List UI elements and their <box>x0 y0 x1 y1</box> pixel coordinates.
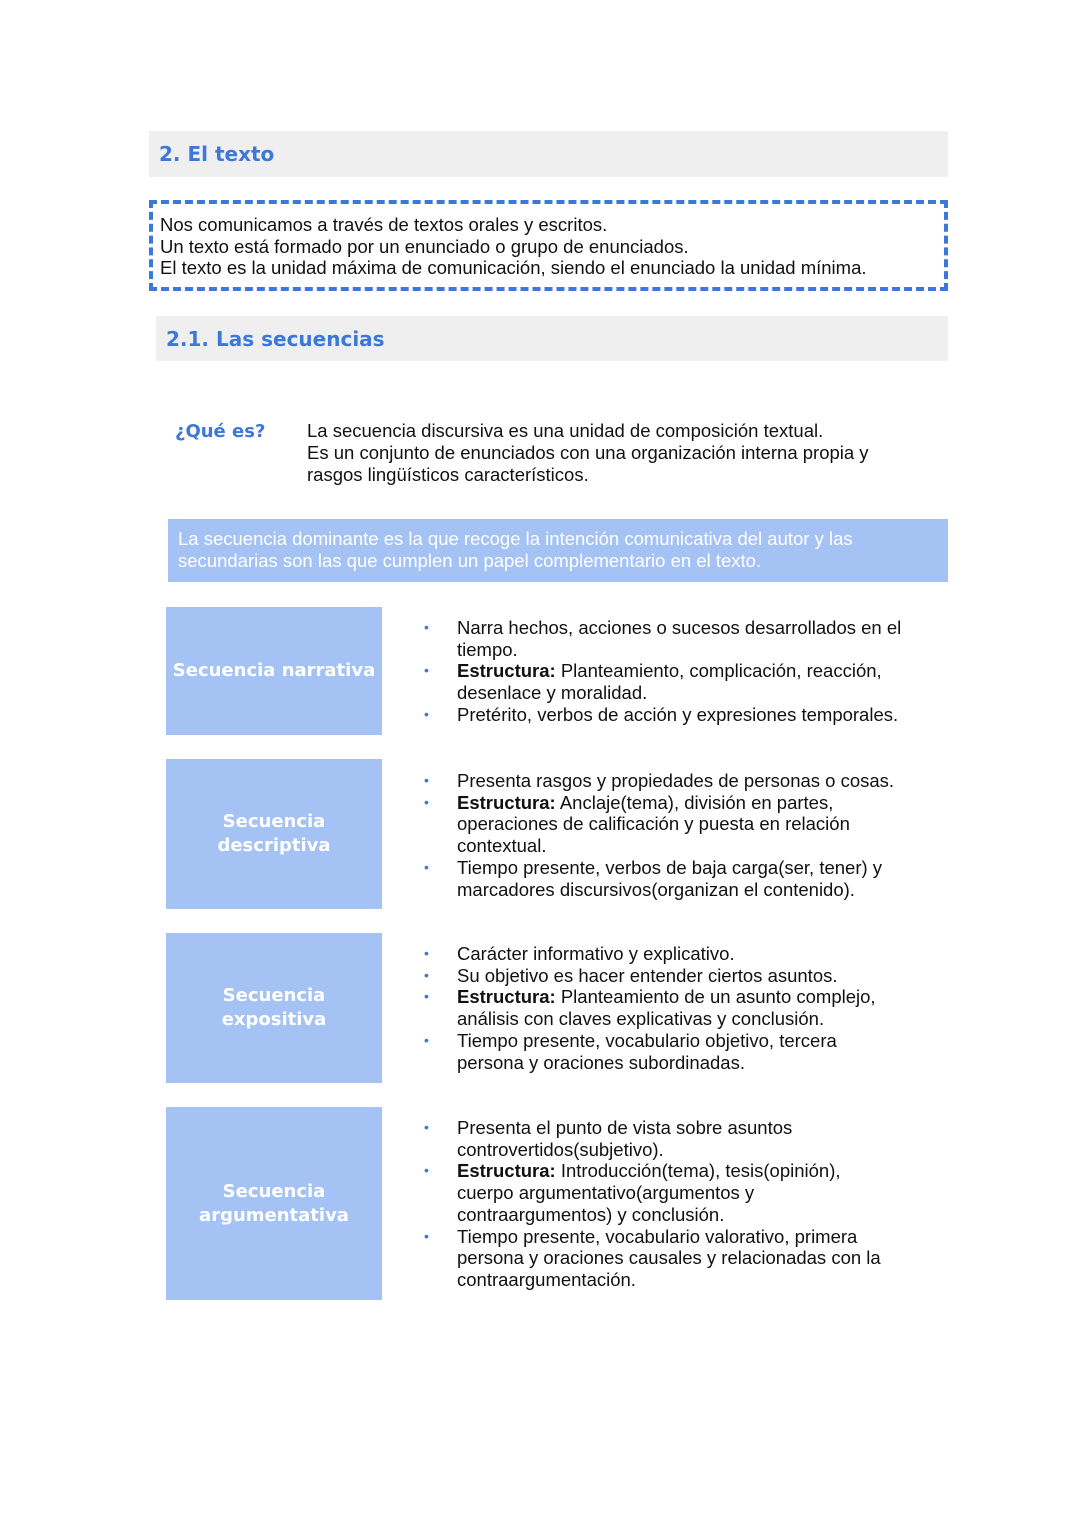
list-item-line: Tiempo presente, vocabulario valorativo, primera <box>457 1225 858 1247</box>
intro-line: El texto es la unidad máxima de comunicación, siendo el enunciado la unidad mínima. <box>160 257 867 279</box>
dominant-note-line: La secuencia dominante es la que recoge la intención comunicativa del autor y las <box>178 528 853 549</box>
list-item-line: análisis con claves explicativas y conclusión. <box>457 1008 825 1030</box>
list-item <box>424 792 944 857</box>
list-item-line: Planteamiento, complicación, reacción, <box>560 660 882 682</box>
list-item-line: Su objetivo es hacer entender ciertos asuntos. <box>457 964 838 986</box>
list-item <box>424 986 944 1029</box>
bullet-icon: • <box>424 858 429 875</box>
bullet-icon: • <box>424 793 429 810</box>
section-title-text: 2. El texto <box>159 142 275 166</box>
structure-label: Estructura: <box>457 791 556 813</box>
list-item-line: contextual. <box>457 835 547 857</box>
bullet-icon: • <box>424 705 429 722</box>
sequence-name: Secuencia narrativa <box>172 660 376 681</box>
list-item <box>424 1160 944 1225</box>
structure-label: Estructura: <box>457 986 556 1008</box>
subsection-title <box>156 316 948 361</box>
section-title <box>149 131 948 177</box>
dominant-note <box>168 519 948 582</box>
list-item-line: contraargumentos) y conclusión. <box>457 1203 725 1225</box>
sequence-label-descriptiva <box>166 759 382 909</box>
intro-box <box>149 200 948 291</box>
list-item-line: operaciones de calificación y puesta en relación <box>457 813 850 835</box>
definition-line: La secuencia discursiva es una unidad de composición textual. <box>307 420 824 441</box>
bullet-icon: • <box>424 966 429 983</box>
definition-line: Es un conjunto de enunciados con una organización interna propia y <box>307 442 869 463</box>
list-item-line: cuerpo argumentativo(argumentos y <box>457 1182 755 1204</box>
sequence-label-expositiva <box>166 933 382 1083</box>
sequence-name: Secuencia descriptiva <box>217 811 331 856</box>
list-item-line: tiempo. <box>457 638 518 660</box>
sequence-list-argumentativa <box>424 1117 944 1291</box>
list-item <box>424 857 944 900</box>
list-item-line: marcadores discursivos(organizan el contenido). <box>457 878 855 900</box>
sequence-list-narrativa <box>424 617 944 726</box>
sequence-list-descriptiva <box>424 770 944 900</box>
sequence-name-line: argumentativa <box>199 1204 349 1226</box>
bullet-icon: • <box>424 619 429 635</box>
list-item-line: Tiempo presente, vocabulario objetivo, tercera <box>457 1029 837 1051</box>
definition-line: rasgos lingüísticos característicos. <box>307 464 589 485</box>
bullet-icon: • <box>424 945 429 961</box>
list-item <box>424 965 944 987</box>
subsection-title-text: 2.1. Las secuencias <box>166 326 385 351</box>
list-item <box>424 1226 944 1291</box>
list-item-line: Introducción(tema), tesis(opinión), <box>560 1160 841 1182</box>
definition-label: ¿Qué es? <box>175 421 266 442</box>
sequence-label-argumentativa <box>166 1107 382 1300</box>
sequence-name-line: Secuencia <box>222 1180 326 1202</box>
sequence-name: Secuencia expositiva <box>221 985 327 1030</box>
list-item <box>424 770 944 792</box>
list-item <box>424 660 944 703</box>
list-item-line: Presenta rasgos y propiedades de personas o cosas. <box>457 770 895 791</box>
structure-label: Estructura: <box>457 660 556 682</box>
list-item-line: Narra hechos, acciones o sucesos desarrollados en el <box>457 617 902 638</box>
list-item-line: Carácter informativo y explicativo. <box>457 943 735 964</box>
list-item-line: Presenta el punto de vista sobre asuntos <box>457 1117 793 1138</box>
list-item <box>424 1117 944 1160</box>
list-item-line: controvertidos(subjetivo). <box>457 1138 664 1160</box>
intro-line: Nos comunicamos a través de textos orales y escritos. <box>160 214 608 235</box>
bullet-icon: • <box>424 662 429 679</box>
list-item-line: Tiempo presente, verbos de baja carga(ser, tener) y <box>457 856 883 878</box>
bullet-icon: • <box>424 1162 429 1179</box>
sequence-list-expositiva <box>424 943 944 1073</box>
sequence-label-narrativa <box>166 607 382 735</box>
structure-label: Estructura: <box>457 1160 556 1182</box>
list-item-line: Pretérito, verbos de acción y expresiones temporales. <box>457 703 899 725</box>
list-item-line: desenlace y moralidad. <box>457 682 648 704</box>
bullet-icon: • <box>424 1227 429 1244</box>
definition-text <box>307 420 937 486</box>
dominant-note-line: secundarias son las que cumplen un papel complementario en el texto. <box>178 550 762 571</box>
intro-line: Un texto está formado por un enunciado o grupo de enunciados. <box>160 235 689 257</box>
list-item <box>424 1030 944 1073</box>
bullet-icon: • <box>424 1119 429 1135</box>
list-item <box>424 704 944 726</box>
bullet-icon: • <box>424 1031 429 1048</box>
list-item-line: persona y oraciones causales y relacionadas con la <box>457 1247 881 1269</box>
list-item-line: Planteamiento de un asunto complejo, <box>560 986 876 1008</box>
bullet-icon: • <box>424 988 429 1005</box>
list-item-line: persona y oraciones subordinadas. <box>457 1051 745 1073</box>
bullet-icon: • <box>424 772 429 788</box>
list-item-line: Anclaje(tema), división en partes, <box>559 791 834 813</box>
list-item <box>424 617 944 660</box>
list-item <box>424 943 944 965</box>
list-item-line: contraargumentación. <box>457 1268 636 1290</box>
